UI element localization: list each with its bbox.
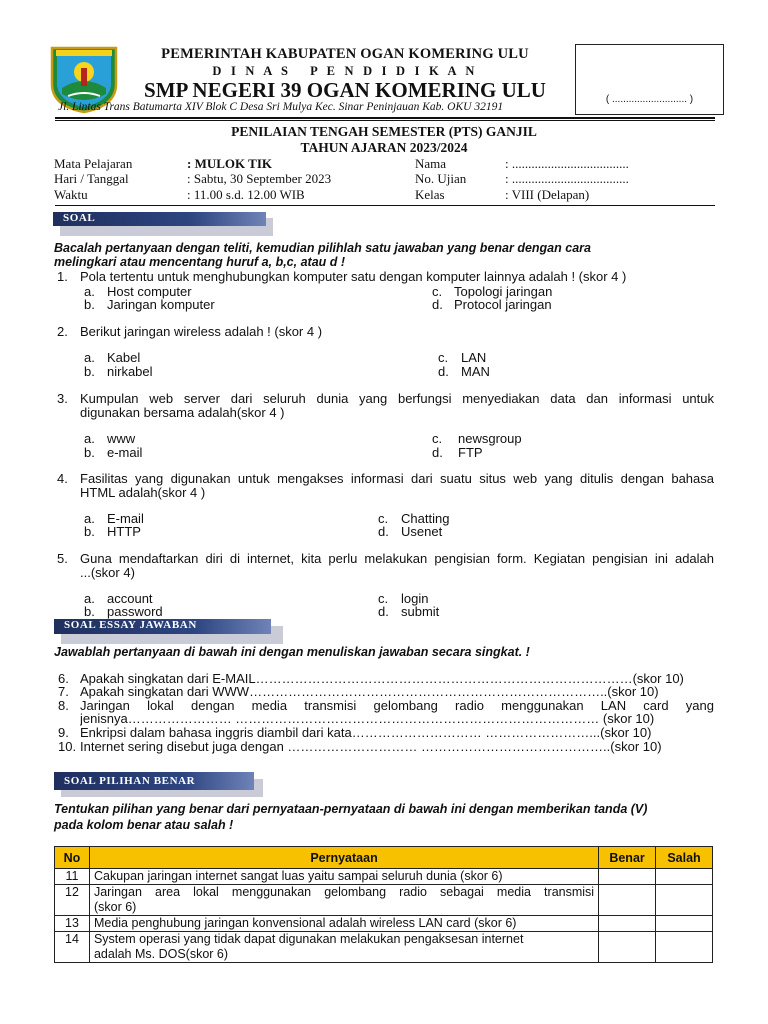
exam-code-box <box>575 44 724 115</box>
option-text[interactable]: E-mail <box>107 511 144 526</box>
option-text[interactable]: Jaringan komputer <box>107 297 215 312</box>
row-number: 14 <box>55 932 90 963</box>
header-divider <box>55 117 715 119</box>
statement-text-cont: (skor 6) <box>93 900 137 914</box>
essay-question[interactable]: Enkripsi dalam bahasa inggris diambil dari kata………………………… ……………………...(skor 10) <box>80 726 652 740</box>
table-row <box>55 932 713 963</box>
option-letter[interactable]: d. <box>378 604 389 619</box>
question-number: 2. <box>57 324 68 339</box>
option-text[interactable]: www <box>107 431 136 446</box>
essay-number: 6. <box>58 671 69 686</box>
option-letter[interactable]: a. <box>84 591 95 606</box>
col-header-false: Salah <box>656 847 713 869</box>
statement-cell <box>89 869 598 885</box>
option-text[interactable]: Kabel <box>107 350 141 365</box>
option-letter[interactable]: d. <box>432 297 443 312</box>
essay-number: 8. <box>58 698 69 713</box>
question-text-cont: ...(skor 4) <box>80 565 135 580</box>
essay-question[interactable]: Internet sering disebut juga dengan ………………………… ……………………………………..(skor 10) <box>80 740 662 754</box>
subject-label: Mata Pelajaran <box>54 156 133 171</box>
tf-instruction-line2: pada kolom benar atau salah ! <box>54 818 234 832</box>
statement-cell <box>89 932 598 963</box>
date-value: : Sabtu, 30 September 2023 <box>187 171 332 186</box>
table-row <box>55 916 713 932</box>
question-text: Berikut jaringan wireless adalah ! (skor 4 ) <box>80 324 323 339</box>
essay-number: 7. <box>58 684 69 699</box>
question-number: 1. <box>57 269 68 284</box>
essay-number: 10. <box>58 739 77 754</box>
question-text-cont: digunakan bersama adalah(skor 4 ) <box>80 405 285 420</box>
essay-question-cont[interactable]: jenisnya…………………… ………………………………………………………………………… (skor 10) <box>80 712 655 726</box>
department-name: D I N A S P E N D I D I K A N <box>212 64 478 78</box>
true-cell[interactable] <box>599 885 656 916</box>
option-letter[interactable]: b. <box>84 445 95 460</box>
option-text[interactable]: HTTP <box>107 524 141 539</box>
option-letter[interactable]: b. <box>84 364 95 379</box>
essay-instruction: Jawablah pertanyaan di bawah ini dengan menuliskan jawaban secara singkat. ! <box>54 645 530 659</box>
option-letter[interactable]: c. <box>432 284 443 299</box>
statement-text: Cakupan jaringan internet sangat luas yaitu sampai seluruh dunia (skor 6) <box>93 869 503 883</box>
row-number: 11 <box>55 869 90 885</box>
question-text: Pola tertentu untuk menghubungkan komputer satu dengan komputer lainnya adalah ! (skor 4 ) <box>80 269 627 284</box>
school-name: SMP NEGERI 39 OGAN KOMERING ULU <box>144 78 546 102</box>
option-text[interactable]: Host computer <box>107 284 192 299</box>
option-text[interactable]: submit <box>401 604 440 619</box>
option-letter[interactable]: b. <box>84 297 95 312</box>
option-letter[interactable]: d. <box>378 524 389 539</box>
exam-year: TAHUN AJARAN 2023/2024 <box>300 140 468 155</box>
class-label: Kelas <box>415 187 445 202</box>
name-field[interactable]: : .................................... <box>505 156 629 171</box>
statement-text: Jaringan area lokal menggunakan gelombang radio sebagai media transmisi <box>93 885 595 899</box>
name-label: Nama <box>415 156 447 171</box>
option-letter[interactable]: b. <box>84 524 95 539</box>
option-text[interactable]: LAN <box>461 350 487 365</box>
mc-instruction-line1: Bacalah pertanyaan dengan teliti, kemudian pilihlah satu jawaban yang benar dengan cara <box>54 241 591 255</box>
subject-value: : MULOK TIK <box>187 156 272 171</box>
statement-text-cont: adalah Ms. DOS(skor 6) <box>93 947 229 961</box>
exam-code-placeholder: ( ........................... ) <box>605 94 694 105</box>
essay-question[interactable]: Jaringan lokal dengan media transmisi gelombang radio menggunakan LAN card yang <box>80 698 714 713</box>
header-divider-thin <box>55 120 715 121</box>
row-number: 13 <box>55 916 90 932</box>
false-cell[interactable] <box>656 932 713 963</box>
table-row <box>55 885 713 916</box>
statement-cell <box>89 885 598 916</box>
option-letter[interactable]: a. <box>84 431 95 446</box>
class-value: : VIII (Delapan) <box>505 187 590 202</box>
option-letter[interactable]: d. <box>432 445 443 460</box>
essay-question[interactable]: Apakah singkatan dari WWW………………………………………………………………………..(skor 10) <box>80 685 659 699</box>
col-header-statement: Pernyataan <box>89 847 598 869</box>
info-divider <box>55 205 715 206</box>
tf-instruction-line1: Tentukan pilihan yang benar dari pernyataan-pernyataan di bawah ini dengan memberikan tanda (V) <box>54 802 648 816</box>
option-letter[interactable]: c. <box>378 591 389 606</box>
school-address: Jl. Lintas Trans Batumarta XIV Blok C Desa Sri Mulya Kec. Sinar Peninjauan Kab. OKU 32191 <box>58 101 504 113</box>
option-text[interactable]: password <box>107 604 163 619</box>
option-text[interactable]: FTP <box>458 445 483 460</box>
essay-number: 9. <box>58 725 69 740</box>
date-label: Hari / Tanggal <box>54 171 129 186</box>
question-number: 3. <box>57 391 68 406</box>
statement-text: System operasi yang tidak dapat digunakan melakukan pengaksesan internet <box>93 932 524 946</box>
row-number: 12 <box>55 885 90 916</box>
option-text[interactable]: Chatting <box>401 511 450 526</box>
option-letter[interactable]: a. <box>84 350 95 365</box>
mc-instruction-line2: melingkari atau mencentang huruf a, b,c, atau d ! <box>54 255 346 269</box>
false-cell[interactable] <box>656 885 713 916</box>
option-text[interactable]: Protocol jaringan <box>454 297 552 312</box>
true-false-table <box>54 846 713 963</box>
section-banner-mc: SOAL <box>53 212 266 226</box>
question-number: 5. <box>57 551 68 566</box>
exam-number-field[interactable]: : .................................... <box>505 171 629 186</box>
question-text: Kumpulan web server dari seluruh dunia yang berfungsi menyediakan data dan informasi untuk <box>80 391 714 406</box>
option-letter[interactable]: c. <box>432 431 443 446</box>
option-text[interactable]: e-mail <box>107 445 143 460</box>
col-header-no: No <box>55 847 90 869</box>
exam-title: PENILAIAN TENGAH SEMESTER (PTS) GANJIL <box>231 124 537 139</box>
section-banner-truefalse: SOAL PILIHAN BENAR <box>54 772 254 790</box>
option-text[interactable]: account <box>107 591 153 606</box>
col-header-true: Benar <box>599 847 656 869</box>
option-letter[interactable]: c. <box>438 350 449 365</box>
question-text: Fasilitas yang digunakan untuk mengakses informasi dari suatu situs web yang ditulis dengan bahasa <box>80 471 714 486</box>
true-cell[interactable] <box>599 932 656 963</box>
option-text[interactable]: Usenet <box>401 524 443 539</box>
option-text[interactable]: MAN <box>461 364 490 379</box>
question-text: Guna mendaftarkan diri di internet, kita perlu melakukan pengisian form. Kegiatan pengisian ini adalah <box>80 551 714 566</box>
option-text[interactable]: newsgroup <box>458 431 522 446</box>
statement-cell <box>89 916 598 932</box>
government-name: PEMERINTAH KABUPATEN OGAN KOMERING ULU <box>161 46 529 62</box>
question-number: 4. <box>57 471 68 486</box>
true-cell[interactable] <box>599 869 656 885</box>
essay-question[interactable]: Apakah singkatan dari E-MAIL……………………………………………………………………………(skor 10) <box>80 672 684 686</box>
section-banner-essay: SOAL ESSAY JAWABAN <box>54 619 271 634</box>
statement-text: Media penghubung jaringan konvensional adalah wireless LAN card (skor 6) <box>93 916 517 930</box>
option-text[interactable]: Topologi jaringan <box>454 284 553 299</box>
exam-number-label: No. Ujian <box>415 171 467 186</box>
time-value: : 11.00 s.d. 12.00 WIB <box>187 187 305 202</box>
time-label: Waktu <box>54 187 88 202</box>
option-letter[interactable]: a. <box>84 284 95 299</box>
option-letter[interactable]: d. <box>438 364 449 379</box>
question-text-cont: HTML adalah(skor 4 ) <box>80 485 206 500</box>
true-cell[interactable] <box>599 916 656 932</box>
false-cell[interactable] <box>656 916 713 932</box>
option-letter[interactable]: a. <box>84 511 95 526</box>
option-text[interactable]: login <box>401 591 429 606</box>
table-row <box>55 869 713 885</box>
option-letter[interactable]: b. <box>84 604 95 619</box>
option-text[interactable]: nirkabel <box>107 364 153 379</box>
false-cell[interactable] <box>656 869 713 885</box>
option-letter[interactable]: c. <box>378 511 389 526</box>
